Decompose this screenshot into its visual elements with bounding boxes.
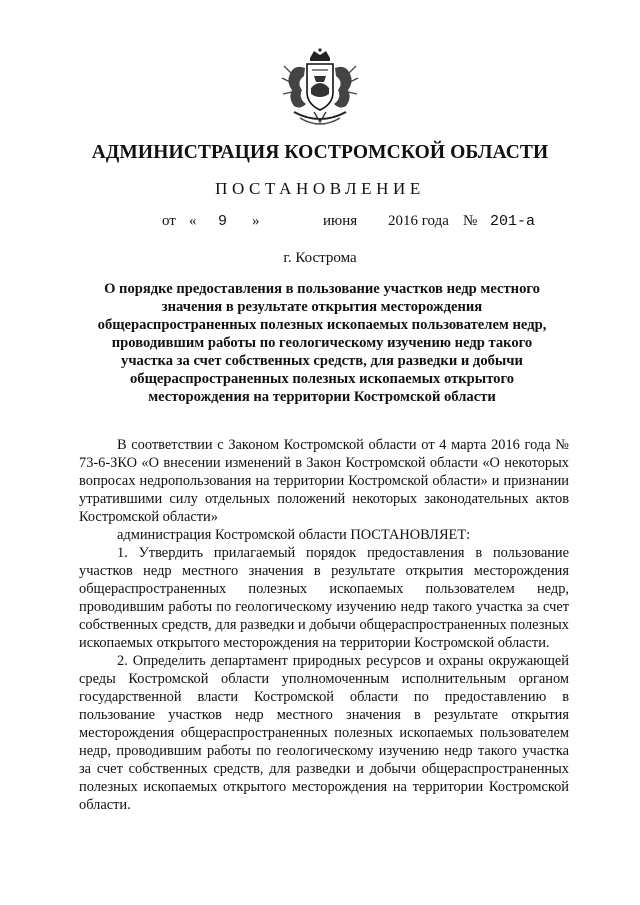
number-sign: № [463,213,478,229]
coat-of-arms-emblem [274,48,366,132]
item-1-paragraph: 1. Утвердить прилагаемый порядок предоставления в пользование участков недр местного значения в результате открытия месторождения общераспространенных полезных ископаемых пользователем недр, проводившим работы по геологическому изучению недр такого участка за счет собственных средств, для разведки и добычи общераспространенных полезных ископаемых открытого месторождения на территории Костромской области. [79,545,569,651]
date-from-label: от [162,213,176,229]
document-number: 201-а [490,213,536,230]
document-body [79,436,569,814]
date-year: 2016 года [388,213,449,229]
city-name: г. Кострома [283,250,357,266]
document-type: ПОСТАНОВЛЕНИЕ [215,179,425,198]
resolves-paragraph: администрация Костромской области ПОСТАНОВЛЯЕТ: [117,527,471,543]
date-month: июня [323,213,358,229]
date-line [0,213,640,233]
item-2-paragraph: 2. Определить департамент природных ресурсов и охраны окружающей среды Костромской области уполномоченным исполнительным органом государственной власти Костромской области по предоставлению в пользование участков недр местного значения в результате открытия месторождения общераспространенных полезных ископаемых пользователем недр, проводившим работы по геологическому изучению недр такого участка за счет собственных средств, для разведки и добычи общераспространенных полезных ископаемых открытого месторождения на территории Костромской области. [79,653,569,813]
preamble-paragraph: В соответствии с Законом Костромской области от 4 марта 2016 года № 73-6-ЗКО «О внесении изменений в Закон Костромской области «О некоторых вопросах недропользования на территории Костромской области» и признании утратившими силу отдельных положений некоторых законодательных актов Костромской области» [79,437,569,525]
date-quote-open: « [189,213,197,229]
document-title: О порядке предоставления в пользование участков недр местного значения в результате открытия месторождения общераспространенных полезных ископаемых пользователем недр, проводившим работы по геологическому изучению недр такого участка за счет собственных средств, для разведки и добычи общераспространенных полезных ископаемых открытого месторождения на территории Костромской области [97,281,547,405]
date-quote-close: » [252,213,260,229]
date-day: 9 [218,213,228,230]
authority-name: АДМИНИСТРАЦИЯ КОСТРОМСКОЙ ОБЛАСТИ [91,142,549,163]
